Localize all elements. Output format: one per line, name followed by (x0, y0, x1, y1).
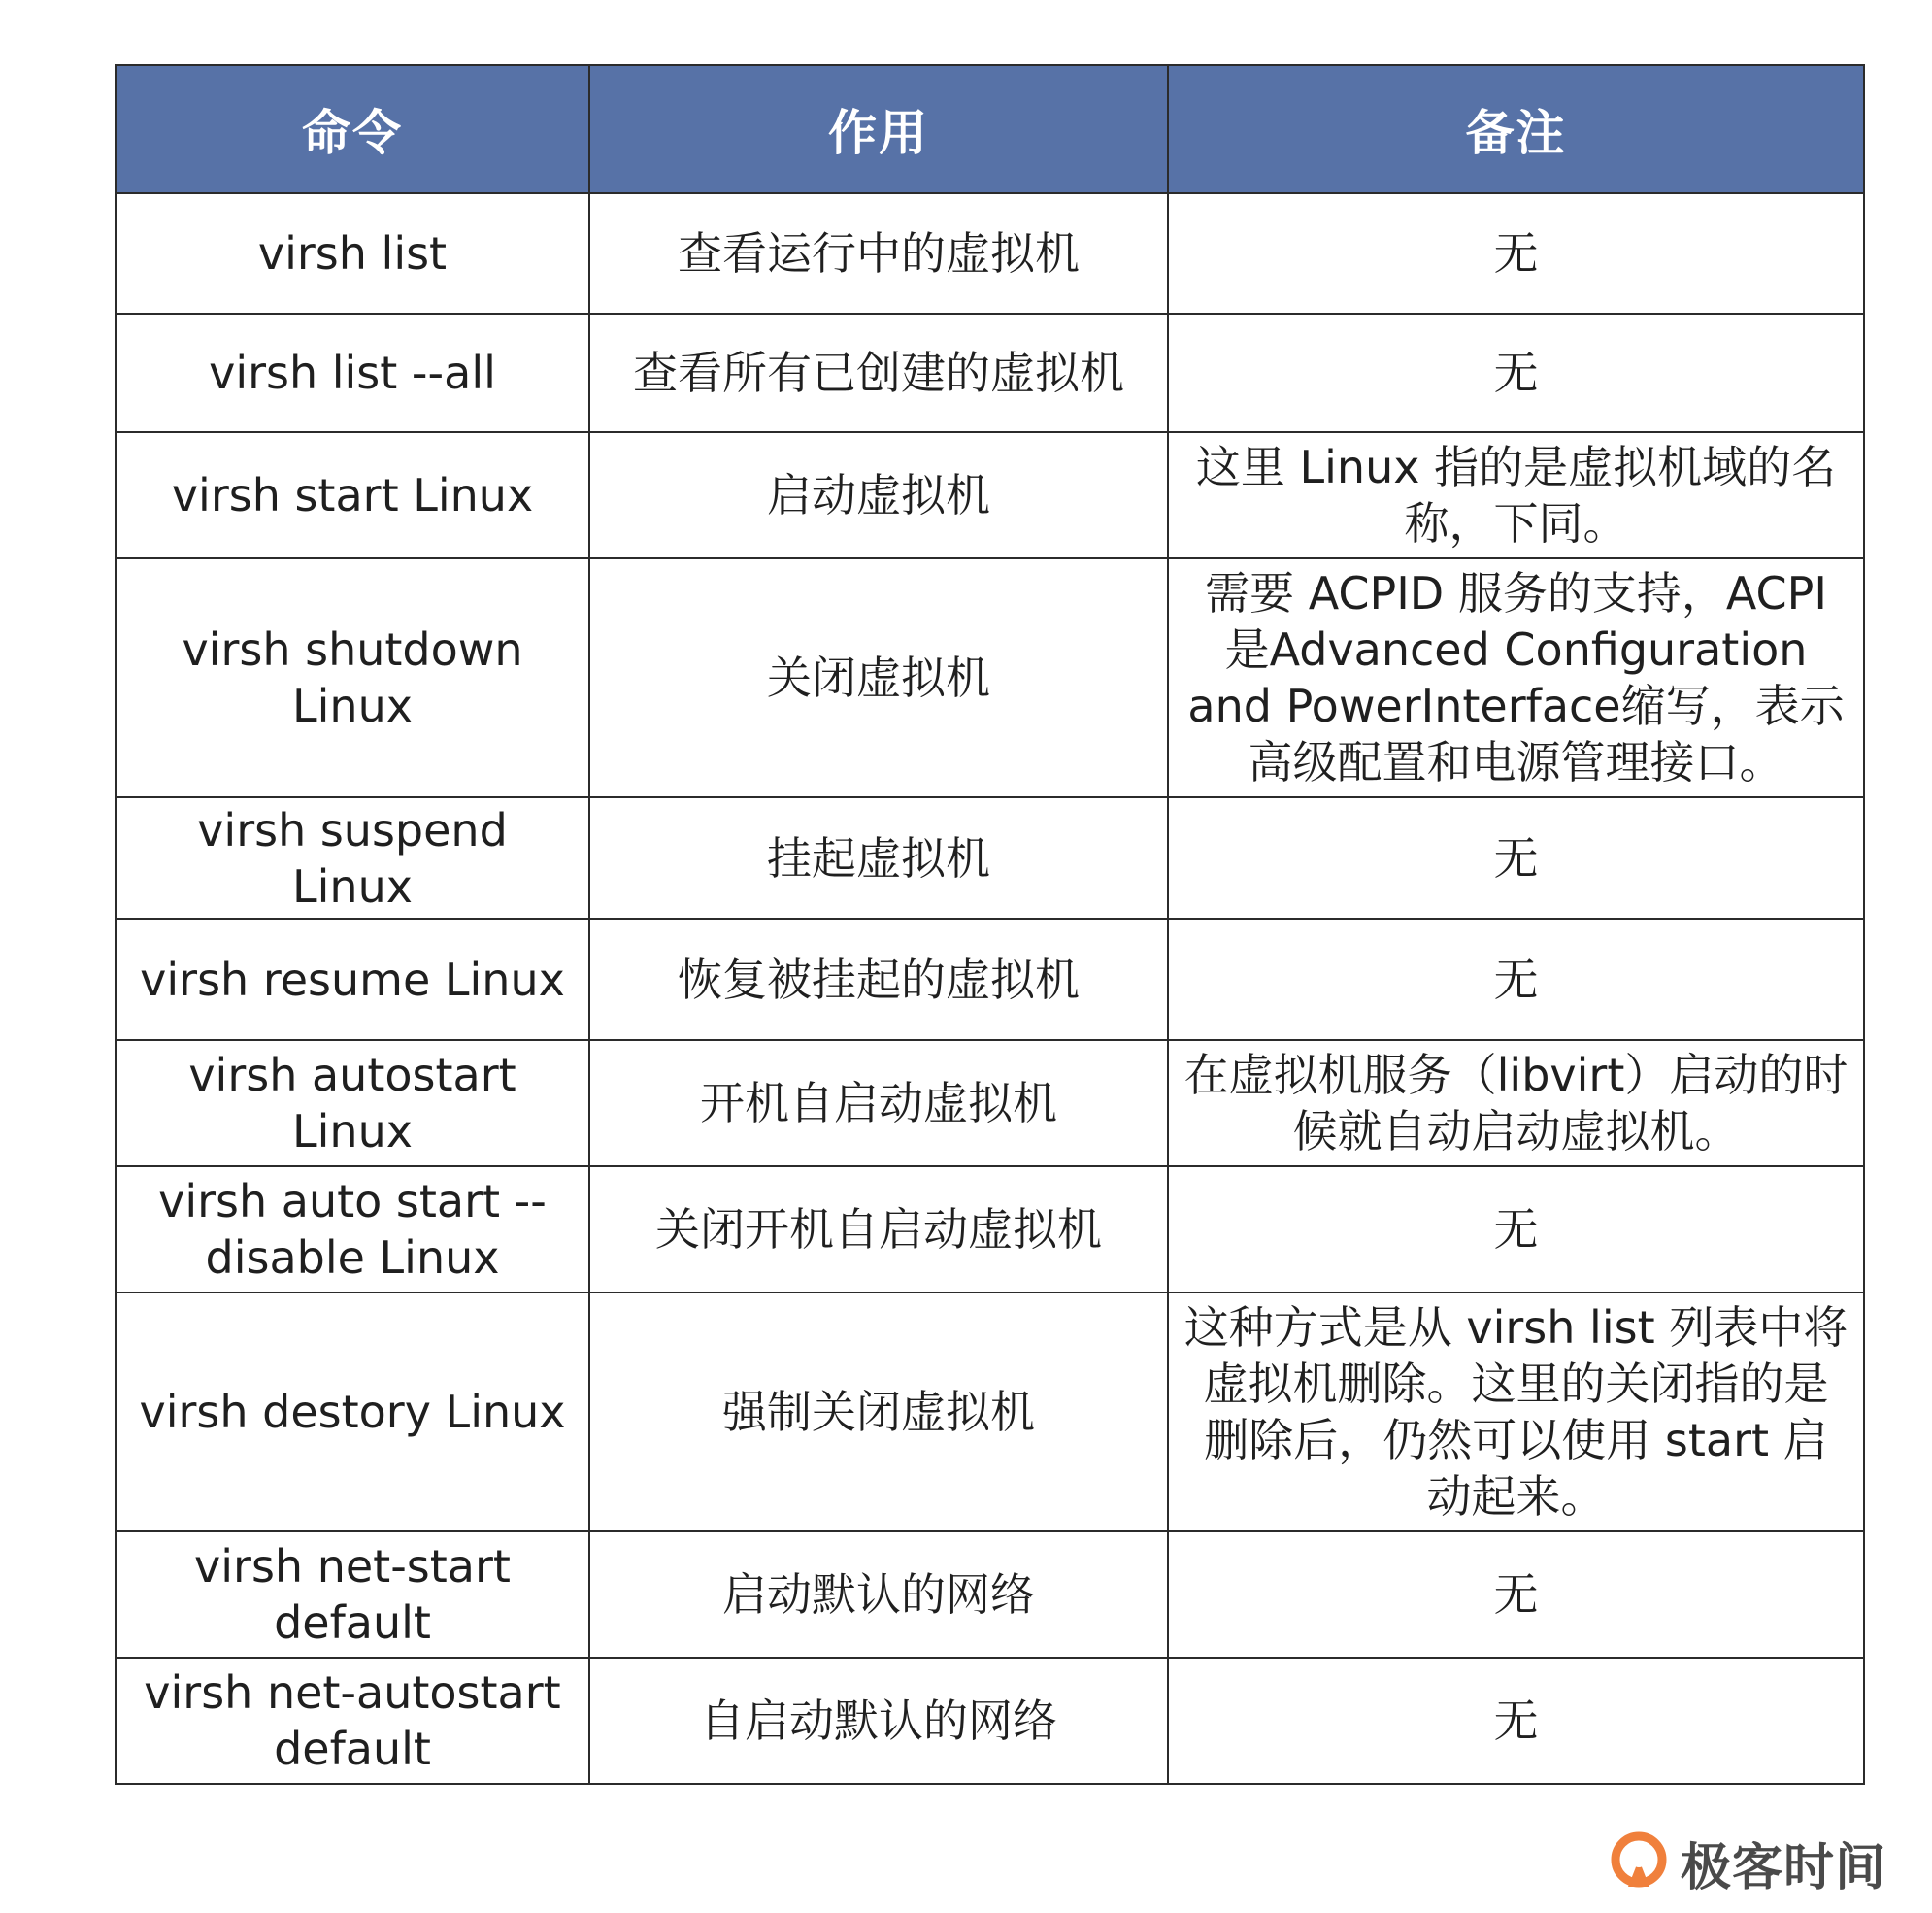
table-row (116, 1292, 1864, 1531)
cell-command: virsh net-start default (116, 1531, 589, 1658)
cell-note: 无 (1168, 1166, 1864, 1292)
cell-note: 无 (1168, 797, 1864, 919)
cell-purpose: 关闭开机自启动虚拟机 (589, 1166, 1168, 1292)
cell-command: virsh auto start --disable Linux (116, 1166, 589, 1292)
brand-logo (1607, 1824, 1908, 1901)
table-header-row (116, 65, 1864, 193)
cell-note: 无 (1168, 919, 1864, 1040)
cell-purpose: 关闭虚拟机 (589, 558, 1168, 797)
cell-note: 这种方式是从 virsh list 列表中将虚拟机删除。这里的关闭指的是删除后，仍然可以使用 start 启动起来。 (1168, 1292, 1864, 1531)
table-row (116, 1166, 1864, 1292)
table-row (116, 1531, 1864, 1658)
table-row (116, 797, 1864, 919)
cell-command: virsh resume Linux (116, 919, 589, 1040)
header-purpose: 作用 (589, 65, 1168, 193)
cell-purpose: 查看所有已创建的虚拟机 (589, 314, 1168, 432)
cell-note: 在虚拟机服务（libvirt）启动的时候就自动启动虚拟机。 (1168, 1040, 1864, 1166)
table-row (116, 432, 1864, 558)
cell-purpose: 挂起虚拟机 (589, 797, 1168, 919)
brand-name: 极客时间 (1681, 1838, 1887, 1897)
cell-command: virsh list --all (116, 314, 589, 432)
table-row (116, 1040, 1864, 1166)
cell-note: 无 (1168, 1658, 1864, 1784)
virsh-command-table (115, 64, 1865, 1785)
cell-command: virsh destory Linux (116, 1292, 589, 1531)
cell-command: virsh start Linux (116, 432, 589, 558)
cell-note: 这里 Linux 指的是虚拟机域的名称，下同。 (1168, 432, 1864, 558)
table-row (116, 558, 1864, 797)
header-note: 备注 (1168, 65, 1864, 193)
cell-note: 需要 ACPID 服务的支持，ACPI 是Advanced Configuration and PowerInterface缩写，表示高级配置和电源管理接口。 (1168, 558, 1864, 797)
cell-command: virsh net-autostart default (116, 1658, 589, 1784)
cell-purpose: 恢复被挂起的虚拟机 (589, 919, 1168, 1040)
cell-command: virsh autostart Linux (116, 1040, 589, 1166)
table-row (116, 919, 1864, 1040)
cell-note: 无 (1168, 314, 1864, 432)
cell-purpose: 查看运行中的虚拟机 (589, 193, 1168, 314)
cell-command: virsh suspend Linux (116, 797, 589, 919)
command-table-container (115, 64, 1863, 1785)
header-command: 命令 (116, 65, 589, 193)
table-row (116, 314, 1864, 432)
cell-command: virsh list (116, 193, 589, 314)
cell-note: 无 (1168, 193, 1864, 314)
cell-note: 无 (1168, 1531, 1864, 1658)
cell-purpose: 启动虚拟机 (589, 432, 1168, 558)
cell-purpose: 开机自启动虚拟机 (589, 1040, 1168, 1166)
cell-purpose: 强制关闭虚拟机 (589, 1292, 1168, 1531)
cell-purpose: 自启动默认的网络 (589, 1658, 1168, 1784)
cell-purpose: 启动默认的网络 (589, 1531, 1168, 1658)
geektime-logo-icon (1607, 1830, 1671, 1895)
cell-command: virsh shutdown Linux (116, 558, 589, 797)
table-row (116, 193, 1864, 314)
table-row (116, 1658, 1864, 1784)
